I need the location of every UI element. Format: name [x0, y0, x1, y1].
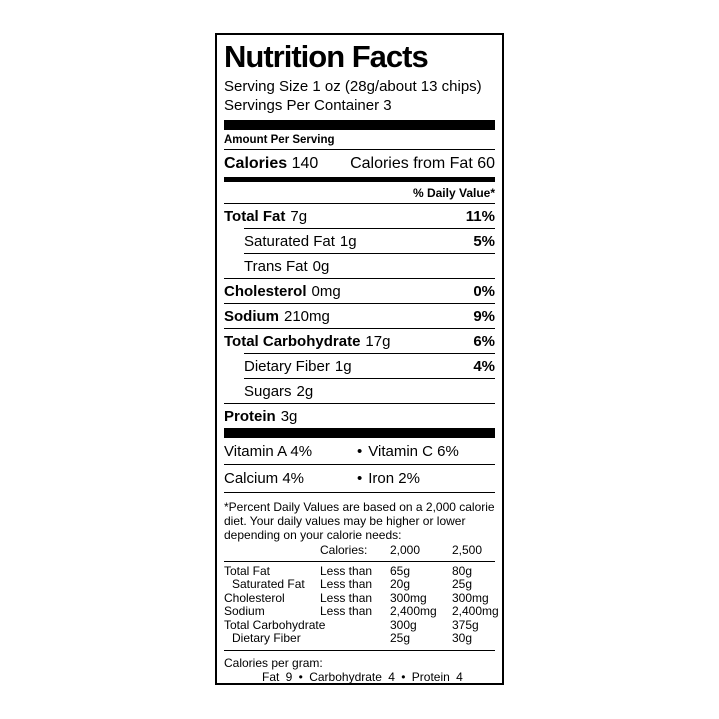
nutrient-name: Cholesterol — [224, 283, 307, 301]
nutrient-name: Sugars — [244, 383, 292, 401]
nutrient-amount: 1g — [334, 358, 352, 376]
vitamin-row-2 — [224, 464, 495, 491]
nutrient-amount: 0mg — [311, 283, 341, 301]
nutrient-name: Saturated Fat — [244, 233, 335, 251]
nutrient-name: Protein — [224, 408, 276, 426]
nutrient-row-cholesterol — [224, 278, 495, 303]
nutrient-daily-value: 4% — [473, 358, 495, 376]
nutrient-row-saturated-fat — [244, 228, 495, 253]
calories-per-gram-section — [224, 650, 495, 684]
vitamin-row-1 — [224, 438, 495, 464]
serving-size-text: Serving Size 1 oz (28g/about 13 chips) — [224, 78, 482, 96]
nutrient-amount: 7g — [290, 208, 308, 226]
nutrient-name: Total Carbohydrate — [224, 333, 361, 351]
calories-amount — [224, 155, 318, 173]
nutrient-row-protein — [224, 403, 495, 428]
nutrient-amount: 2g — [296, 383, 314, 401]
nutrient-amount: 210mg — [284, 308, 330, 326]
nutrient-daily-value: 5% — [473, 233, 495, 251]
nutrition-facts-label — [215, 33, 504, 685]
calories-per-gram-values: Fat 9 • Carbohydrate 4 • Protein 4 — [262, 669, 463, 684]
nutrient-daily-value: 9% — [473, 308, 495, 326]
daily-value-header: % Daily Value* — [412, 186, 495, 201]
divider-thick-bar — [224, 120, 495, 130]
nutrient-name: Sodium — [224, 308, 279, 326]
nutrient-name: Dietary Fiber — [244, 358, 330, 376]
bullet-separator: • — [357, 470, 363, 488]
nutrient-row-sugars — [244, 378, 495, 403]
daily-values-footnote: *Percent Daily Values are based on a 2,000 calorie diet. Your daily values may be higher or lower depending on your calorie needs: — [224, 500, 495, 543]
nutrient-row-dietary-fiber — [244, 353, 495, 378]
calories-value: 140 — [291, 155, 319, 173]
dv-table-col-2000: 2,000 — [390, 543, 421, 558]
nutrient-amount: 3g — [280, 408, 298, 426]
nutrient-daily-value: 0% — [473, 283, 495, 301]
calories-row — [224, 150, 495, 177]
dv-table-row-total-fat: Total Fat Less than 65g 80g — [224, 563, 473, 578]
nutrient-amount: 1g — [339, 233, 357, 251]
nutrient-name: Trans Fat — [244, 258, 308, 276]
iron-value: Iron 2% — [368, 470, 420, 488]
nutrient-daily-value: 6% — [473, 333, 495, 351]
dv-table-calories-label: Calories: — [320, 543, 368, 558]
dv-table-row-cholesterol: Cholesterol Less than 300mg 300mg — [224, 590, 489, 605]
servings-per-container-text: Servings Per Container 3 — [224, 97, 392, 115]
nutrient-daily-value: 11% — [465, 208, 495, 226]
vitamin-a-value: Vitamin A 4% — [224, 443, 313, 461]
bullet-separator: • — [357, 443, 363, 461]
dv-table-header — [224, 542, 495, 562]
amount-per-serving-header: Amount Per Serving — [224, 130, 495, 150]
dv-table-row-dietary-fiber: Dietary Fiber 25g 30g — [232, 631, 473, 646]
dv-table-row-sodium: Sodium Less than 2,400mg 2,400mg — [224, 604, 499, 619]
nutrient-row-trans-fat — [244, 253, 495, 278]
calories-label: Calories — [224, 155, 288, 173]
calcium-value: Calcium 4% — [224, 470, 305, 488]
calories-from-fat: Calories from Fat 60 — [350, 155, 495, 173]
dv-table-row-total-carbohydrate: Total Carbohydrate 300g 375g — [224, 617, 479, 632]
dv-table-row-saturated-fat: Saturated Fat Less than 20g 25g — [232, 577, 473, 592]
nutrient-row-total-fat — [224, 203, 495, 228]
nutrient-amount: 17g — [365, 333, 391, 351]
nutrient-amount: 0g — [312, 258, 330, 276]
calories-per-gram-label: Calories per gram: — [224, 655, 323, 670]
dv-table-col-2500: 2,500 — [452, 543, 483, 558]
label-title: Nutrition Facts — [224, 39, 428, 74]
nutrient-name: Total Fat — [224, 208, 286, 226]
divider-thick-bar — [224, 428, 495, 438]
nutrient-row-total-carbohydrate — [224, 328, 495, 353]
nutrient-row-sodium — [224, 303, 495, 328]
vitamin-c-value: Vitamin C 6% — [368, 443, 459, 461]
daily-values-table — [224, 542, 499, 646]
